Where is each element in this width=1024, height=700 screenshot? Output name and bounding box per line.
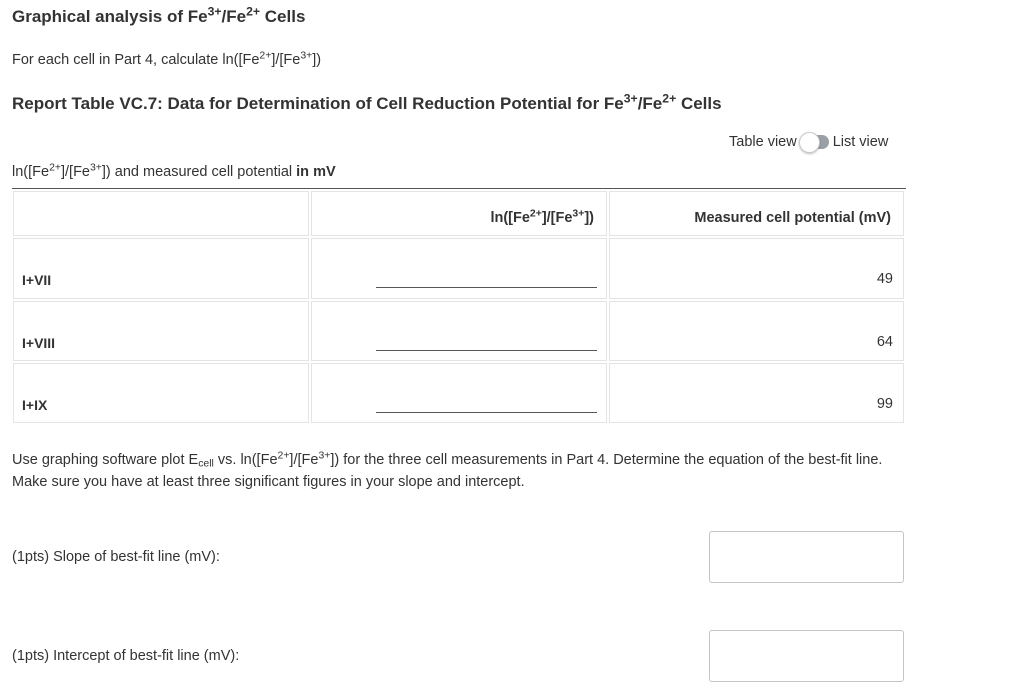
table-row-label — [13, 301, 309, 361]
table-view-label[interactable]: Table view — [729, 134, 797, 150]
ln-answer-input[interactable] — [376, 287, 597, 288]
potential-value: 64 — [876, 334, 893, 350]
page-title: Graphical analysis of $Fe^{3+}/Fe^{2+}$ Cells — [12, 4, 306, 26]
table-caption: $\ln([Fe^{2+}]/[Fe^{3+}])$ and measured cell potential in mV — [12, 162, 336, 180]
instruction-text: For each cell in Part 4, calculate $\ln([Fe^{2+}]/[Fe^{3+}])$ — [12, 50, 322, 68]
table-row-label — [13, 238, 309, 299]
ln-input-cell — [311, 301, 607, 361]
potential-header-text: Measured cell potential (mV) — [694, 210, 891, 226]
caption-divider — [12, 188, 906, 189]
potential-value: 49 — [876, 271, 893, 287]
slope-label: (1pts) Slope of best-fit line (mV): — [12, 549, 220, 565]
list-view-label[interactable]: List view — [832, 134, 889, 150]
view-toggle-switch[interactable] — [801, 135, 829, 149]
ln-input-cell — [311, 363, 607, 423]
ln-answer-input[interactable] — [376, 412, 597, 413]
toggle-knob — [799, 132, 820, 153]
report-table-title: Report Table VC.7: Data for Determination of Cell Reduction Potential for $Fe^{3+}/Fe^{2+}$ Cells — [12, 91, 722, 113]
ln-header-text: $\ln([Fe^{2+}]/[Fe^{3+}])$ — [490, 208, 594, 226]
row-label: I+VII — [22, 272, 52, 288]
ln-answer-input[interactable] — [376, 350, 597, 351]
row-label: I+IX — [22, 397, 48, 413]
ln-input-cell — [311, 238, 607, 299]
potential-cell — [609, 301, 904, 361]
potential-cell — [609, 238, 904, 299]
potential-cell — [609, 363, 904, 423]
row-label: I+VIII — [22, 335, 56, 351]
view-toggle — [729, 134, 888, 150]
potential-value: 99 — [876, 396, 893, 412]
slope-input[interactable] — [709, 531, 904, 583]
table-header-empty — [13, 191, 309, 236]
table-row-label — [13, 363, 309, 423]
table-header-potential — [609, 191, 904, 236]
table-header-ln — [311, 191, 607, 236]
intercept-label: (1pts) Intercept of best-fit line (mV): — [12, 648, 240, 664]
intercept-input[interactable] — [709, 630, 904, 682]
graphing-instructions: Use graphing software plot $E_{cell}$ vs. $\ln([Fe^{2+}]/[Fe^{3+}])$ for the three cell measurements in Part 4. Determine the equation of the best-fit line. Make sure you have at least three significant figures in your slope and intercept. — [12, 450, 883, 490]
